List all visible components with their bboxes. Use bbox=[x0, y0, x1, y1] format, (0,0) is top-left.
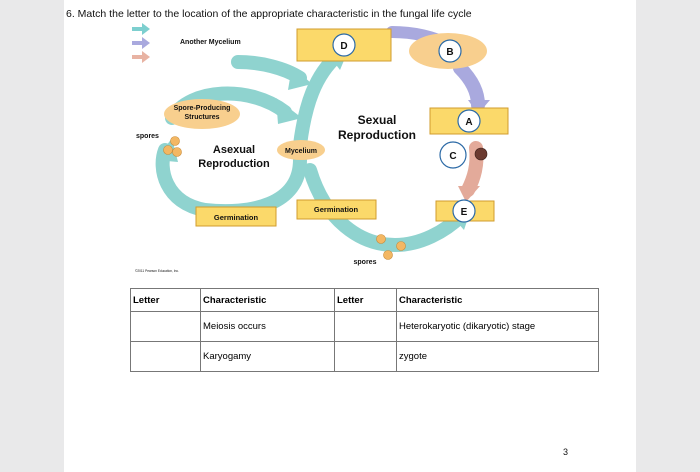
answer-cell[interactable] bbox=[131, 342, 201, 372]
label-germination-mid: Germination bbox=[313, 205, 359, 214]
answer-cell[interactable] bbox=[335, 342, 397, 372]
legend bbox=[132, 23, 150, 63]
karyogamy-arrow bbox=[460, 68, 478, 105]
header-characteristic-1: Characteristic bbox=[201, 289, 335, 312]
letter-c: C bbox=[449, 151, 457, 162]
header-characteristic-2: Characteristic bbox=[397, 289, 599, 312]
answer-cell[interactable] bbox=[131, 312, 201, 342]
characteristic-cell: Heterokaryotic (dikaryotic) stage bbox=[397, 312, 599, 342]
question-text: 6. Match the letter to the location of the appropriate characteristic in the fungal life cycle bbox=[66, 8, 472, 20]
table-header-row bbox=[131, 289, 599, 312]
label-germination-left: Germination bbox=[213, 213, 259, 222]
characteristic-cell: zygote bbox=[397, 342, 599, 372]
label-asexual-1: Asexual bbox=[212, 144, 256, 156]
label-sexual-2: Reproduction bbox=[338, 128, 416, 142]
header-letter-1: Letter bbox=[131, 289, 201, 312]
zygote-dot bbox=[475, 148, 487, 160]
copyright-text: ©2011 Pearson Education, Inc. bbox=[135, 269, 179, 273]
page-number: 3 bbox=[563, 447, 569, 457]
characteristic-cell: Karyogamy bbox=[201, 342, 335, 372]
label-another-mycelium: Another Mycelium bbox=[180, 39, 241, 46]
characteristic-cell: Meiosis occurs bbox=[201, 312, 335, 342]
label-spore-producing-2: Structures bbox=[184, 114, 220, 121]
matching-table bbox=[130, 288, 599, 372]
letter-e: E bbox=[460, 207, 468, 218]
table-row bbox=[131, 342, 599, 372]
legend-arrow-pink bbox=[132, 51, 150, 63]
table-row bbox=[131, 312, 599, 342]
label-sexual-1: Sexual bbox=[357, 113, 397, 127]
letter-a: A bbox=[465, 117, 473, 128]
header-letter-2: Letter bbox=[335, 289, 397, 312]
legend-arrow-purple bbox=[132, 37, 150, 49]
label-spores-bottom: spores bbox=[353, 259, 377, 266]
label-spores-left: spores bbox=[136, 133, 159, 140]
label-asexual-2: Reproduction bbox=[198, 158, 270, 170]
letter-b: B bbox=[446, 47, 454, 58]
legend-arrow-teal bbox=[132, 23, 150, 35]
mycelium-to-sexual-arrow bbox=[300, 55, 338, 145]
label-mycelium: Mycelium bbox=[285, 148, 317, 155]
label-spore-producing-1: Spore-Producing bbox=[173, 105, 231, 112]
letter-d: D bbox=[340, 41, 348, 52]
answer-cell[interactable] bbox=[335, 312, 397, 342]
